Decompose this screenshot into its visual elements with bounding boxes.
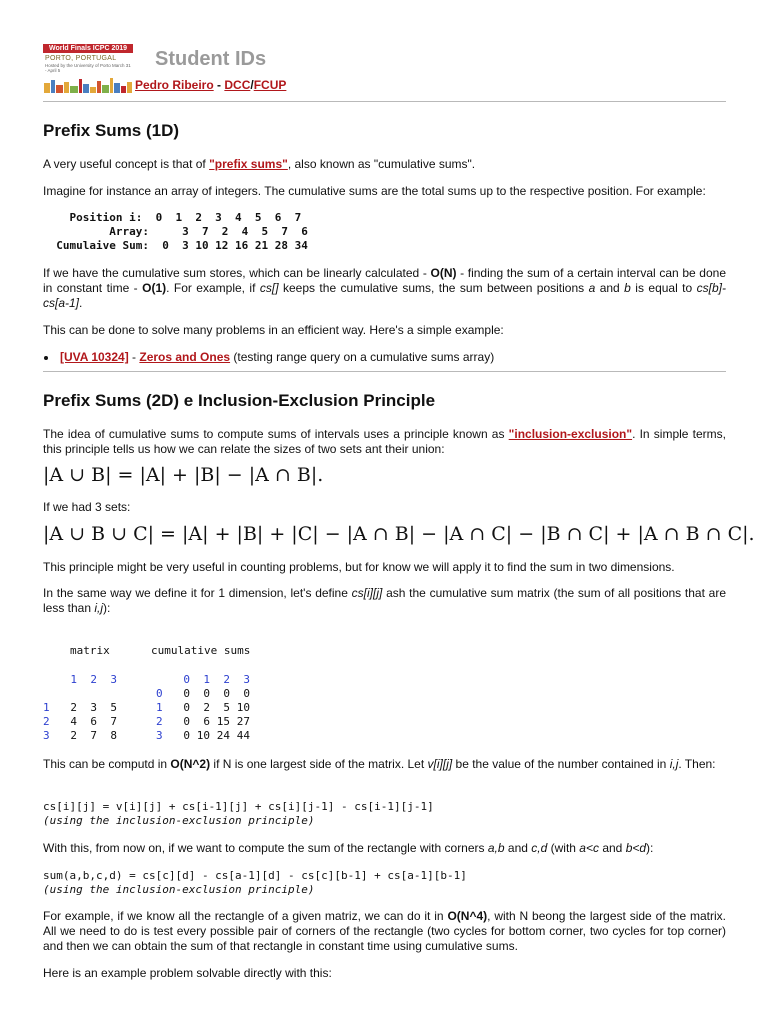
text: c,d bbox=[531, 841, 548, 855]
text: The idea of cumulative sums to compute sums of intervals uses a principle known as bbox=[43, 427, 509, 441]
matrix-cell: 2 bbox=[70, 700, 77, 714]
paragraph bbox=[43, 757, 726, 772]
cumulative-sums-table bbox=[156, 672, 250, 742]
cs-row bbox=[156, 700, 250, 714]
cs-col-index: 0 bbox=[183, 672, 190, 686]
cumulative-sums-label: cumulative sums bbox=[151, 644, 251, 657]
paragraph bbox=[43, 266, 726, 311]
cs-row bbox=[156, 714, 250, 728]
paragraph: This can be done to solve many problems in an efficient way. Here's a simple example: bbox=[43, 323, 504, 337]
byline bbox=[135, 78, 286, 92]
cs-cell: 0 bbox=[243, 686, 250, 700]
cs-row-index: 2 bbox=[156, 714, 163, 728]
text: . For example, if bbox=[166, 281, 260, 295]
cs-cell: 0 bbox=[183, 686, 190, 700]
prefix-sums-link[interactable]: "prefix sums" bbox=[209, 157, 288, 171]
text: keeps the cumulative sums, the sum between positions bbox=[278, 281, 589, 295]
text: O(N^2) bbox=[170, 757, 211, 771]
cs-cell: 44 bbox=[236, 728, 250, 742]
text: , with N beong the largest side of the matrix. All we need to do is test every possible pair of corners of the rectangle (two cycles for bottom corner, two cycles for top corner) and then we can obtain the sum of that rectangle in constant time using cumulative sums. bbox=[43, 909, 726, 953]
paragraph bbox=[43, 157, 726, 172]
matrix-col-index: 1 bbox=[70, 672, 77, 686]
zeros-and-ones-link[interactable]: Zeros and Ones bbox=[139, 350, 231, 364]
text: cs[b]-cs[a-1] bbox=[43, 281, 726, 310]
icpc-logo[interactable] bbox=[43, 44, 133, 94]
text: ): bbox=[103, 601, 111, 615]
text: With this, from now on, if we want to compute the sum of the rectangle with corners bbox=[43, 841, 488, 855]
byline-slash: / bbox=[250, 78, 254, 92]
text: O(1) bbox=[142, 281, 167, 295]
faculty-link[interactable]: FCUP bbox=[253, 78, 287, 92]
text: ): bbox=[646, 841, 654, 855]
text: , also known as "cumulative sums". bbox=[287, 157, 476, 171]
dept-link[interactable]: DCC bbox=[224, 78, 251, 92]
text: cs[] bbox=[259, 281, 279, 295]
matrix-cell: 4 bbox=[70, 714, 77, 728]
list-item-text bbox=[60, 350, 494, 365]
formula-three-sets: |A ∪ B ∪ C| = |A| + |B| + |C| − |A ∩ B| − |A ∩ C| − |B ∩ C| + |A ∩ B ∩ C|. bbox=[43, 523, 755, 545]
text: (testing range query on a cumulative sums array) bbox=[230, 350, 495, 364]
text: . In simple terms, this principle tells us how we can relate the sizes of two sets ant their union: bbox=[43, 427, 726, 456]
text: and bbox=[595, 281, 625, 295]
matrix-cell: 2 bbox=[70, 728, 77, 742]
text: if N is one largest side of the matrix. Let bbox=[210, 757, 428, 771]
text: For example, if we know all the rectangle of a given matriz, we can do it in bbox=[43, 909, 448, 923]
text: be the value of the number contained in bbox=[452, 757, 670, 771]
text: ash the cumulative sum matrix (the sum of all positions that are less than bbox=[43, 586, 727, 615]
cs-cell: 10 bbox=[196, 728, 210, 742]
text: b bbox=[624, 281, 631, 295]
site-title: Student IDs bbox=[155, 48, 267, 70]
cs-cell: 0 bbox=[183, 714, 190, 728]
cs-row-index: 3 bbox=[156, 728, 163, 742]
divider bbox=[43, 101, 726, 102]
text: a,b bbox=[487, 841, 505, 855]
cs-header-row bbox=[156, 672, 250, 686]
cs-cell: 15 bbox=[216, 714, 230, 728]
paragraph: If we had 3 sets: bbox=[43, 500, 131, 514]
paragraph: Imagine for instance an array of integers. The cumulative sums are the total sums up to the respective position. For example: bbox=[43, 184, 706, 198]
formula-two-sets: |A ∪ B| = |A| + |B| − |A ∩ B|. bbox=[43, 464, 324, 486]
cs-cell: 24 bbox=[216, 728, 230, 742]
matrix-cell: 7 bbox=[90, 728, 97, 742]
cs-cell: 5 bbox=[223, 700, 230, 714]
cs-cell: 27 bbox=[236, 714, 250, 728]
text: O(N^4) bbox=[447, 909, 488, 923]
cs-col-index: 3 bbox=[243, 672, 250, 686]
cs-cell: 0 bbox=[183, 728, 190, 742]
text: is equal to bbox=[630, 281, 697, 295]
cs-row bbox=[156, 728, 250, 742]
code-note: (using the inclusion-exclusion principle) bbox=[43, 814, 315, 827]
matrix-row-index: 1 bbox=[43, 700, 50, 714]
byline-dash: - bbox=[213, 78, 225, 92]
cs-row-index: 0 bbox=[156, 686, 163, 700]
text: If we have the cumulative sum stores, which can be linearly calculated - bbox=[43, 266, 431, 280]
text: v[i][j] bbox=[427, 757, 453, 771]
cs-row-index: 1 bbox=[156, 700, 163, 714]
text: O(N) bbox=[430, 266, 457, 280]
cs-cell: 6 bbox=[203, 714, 210, 728]
text: and bbox=[598, 841, 626, 855]
matrix-cell: 3 bbox=[90, 700, 97, 714]
matrix-row-index: 3 bbox=[43, 728, 50, 742]
logo-place: PORTO, PORTUGAL bbox=[45, 55, 117, 62]
author-link[interactable]: Pedro Ribeiro bbox=[135, 78, 214, 92]
text: In the same way we define it for 1 dimension, let's define bbox=[43, 586, 352, 600]
cs-cell: 0 bbox=[183, 700, 190, 714]
text: This can be computd in bbox=[43, 757, 171, 771]
matrix-label: matrix bbox=[70, 644, 110, 657]
matrix-cell: 8 bbox=[110, 728, 117, 742]
text: i,j bbox=[669, 757, 679, 771]
text: A very useful concept is that of bbox=[43, 157, 210, 171]
logo-host: Hosted by the University of Porto March 31 - April 5 bbox=[45, 63, 131, 73]
matrix-cell: 6 bbox=[90, 714, 97, 728]
matrix-cell: 5 bbox=[110, 700, 117, 714]
text: . bbox=[79, 296, 83, 310]
text: - bbox=[128, 350, 140, 364]
table-row: Cumulaive Sum: 0 3 10 12 16 21 28 34 bbox=[43, 239, 308, 252]
paragraph bbox=[43, 427, 726, 457]
logo-title: World Finals ICPC 2019 bbox=[43, 44, 133, 53]
inclusion-exclusion-link[interactable]: "inclusion-exclusion" bbox=[508, 427, 633, 441]
matrix-row-index: 2 bbox=[43, 714, 50, 728]
text: and bbox=[504, 841, 532, 855]
matrix-cell: 7 bbox=[110, 714, 117, 728]
cumulative-table bbox=[43, 211, 308, 253]
code-formula: cs[i][j] = v[i][j] + cs[i-1][j] + cs[i][j-1] - cs[i-1][j-1] bbox=[43, 800, 434, 813]
matrix-col-index: 2 bbox=[90, 672, 97, 686]
text: cs[i][j] bbox=[351, 586, 383, 600]
cs-col-index: 1 bbox=[203, 672, 210, 686]
header bbox=[43, 44, 726, 96]
text: - finding the sum of a certain interval can be done in constant time - bbox=[43, 266, 726, 295]
table-row: Array: 3 7 2 4 5 7 6 bbox=[43, 225, 308, 238]
code-note: (using the inclusion-exclusion principle) bbox=[43, 883, 315, 896]
section-title-prefix-sums-1d: Prefix Sums (1D) bbox=[43, 121, 180, 140]
paragraph: This principle might be very useful in counting problems, but for know we will apply it to find the sum in two dimensions. bbox=[43, 560, 675, 574]
matrix-row bbox=[43, 728, 117, 742]
cs-cell: 10 bbox=[236, 700, 250, 714]
table-row: Position i: 0 1 2 3 4 5 6 7 bbox=[43, 211, 302, 224]
text: i,j bbox=[94, 601, 104, 615]
cs-col-index: 2 bbox=[223, 672, 230, 686]
section-title-prefix-sums-2d: Prefix Sums (2D) e Inclusion-Exclusion Principle bbox=[43, 391, 436, 410]
uva-10324-link[interactable]: [UVA 10324] bbox=[60, 350, 129, 364]
cs-cell: 2 bbox=[203, 700, 210, 714]
paragraph bbox=[43, 909, 726, 954]
paragraph bbox=[43, 841, 726, 856]
matrix-row bbox=[43, 700, 117, 714]
text: (with bbox=[547, 841, 580, 855]
matrix-header-row bbox=[43, 672, 117, 686]
bullet-icon bbox=[44, 356, 48, 360]
paragraph: Here is an example problem solvable directly with this: bbox=[43, 966, 332, 980]
porto-skyline-icon bbox=[43, 77, 133, 93]
text: a bbox=[588, 281, 596, 295]
cs-row bbox=[156, 686, 250, 700]
code-formula: sum(a,b,c,d) = cs[c][d] - cs[a-1][d] - cs[c][b-1] + cs[a-1][b-1] bbox=[43, 869, 467, 882]
text: b<d bbox=[625, 841, 647, 855]
divider bbox=[43, 371, 726, 372]
text: a<c bbox=[579, 841, 599, 855]
paragraph bbox=[43, 586, 726, 616]
cs-cell: 0 bbox=[223, 686, 230, 700]
matrix-table bbox=[43, 672, 117, 742]
cs-cell: 0 bbox=[203, 686, 210, 700]
text: . Then: bbox=[678, 757, 716, 771]
matrix-row bbox=[43, 714, 117, 728]
matrix-col-index: 3 bbox=[110, 672, 117, 686]
